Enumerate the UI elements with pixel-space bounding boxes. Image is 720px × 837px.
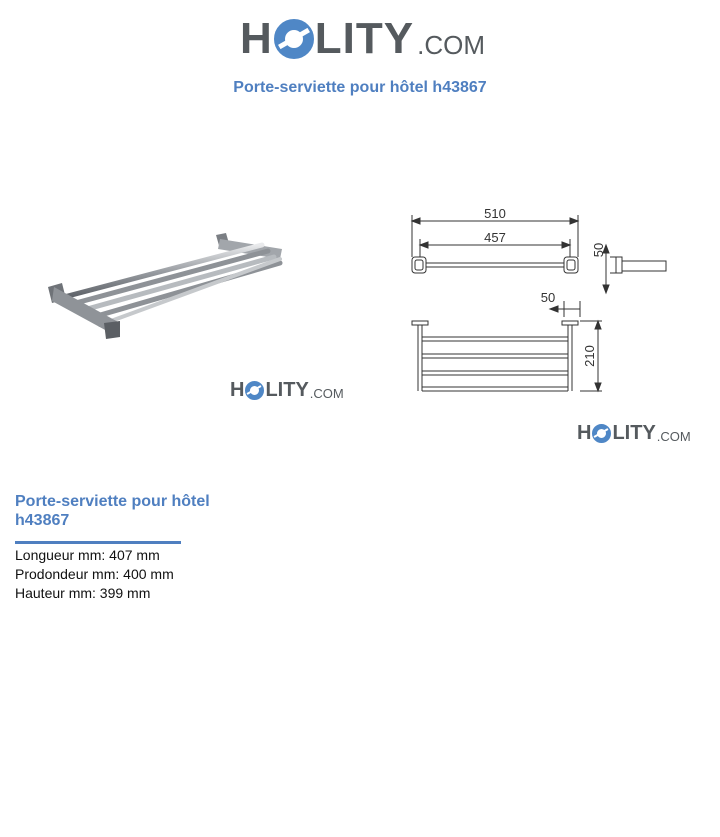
logo-letters: LITY	[612, 421, 656, 444]
drawing-watermark-logo	[577, 421, 691, 445]
logo-letters: LITY	[265, 378, 309, 401]
side-view	[603, 245, 666, 293]
product-title: Porte-serviette pour hôtel h43867	[15, 493, 210, 529]
logo-letter-h: H	[577, 421, 592, 444]
logo-domain: .COM	[417, 29, 485, 60]
title-divider	[15, 541, 181, 544]
dim-height: 210	[582, 345, 597, 367]
spec-height: Hauteur mm: 399 mm	[15, 585, 151, 601]
logo-o-icon	[274, 19, 314, 59]
logo-domain: .COM	[309, 385, 344, 401]
dim-mount-width: 50	[540, 290, 556, 305]
spec-depth: Prodondeur mm: 400 mm	[15, 566, 174, 582]
front-view	[412, 301, 602, 391]
technical-drawing	[400, 195, 700, 400]
logo-letter-h: H	[240, 14, 273, 63]
dim-total-length: 510	[484, 206, 506, 221]
dim-bar-length: 457	[484, 230, 506, 245]
spec-length: Longueur mm: 407 mm	[15, 547, 160, 563]
dim-bracket-depth: 50	[591, 242, 606, 258]
site-logo[interactable]	[240, 14, 485, 64]
logo-letter-h: H	[230, 378, 245, 401]
page-title: Porte-serviette pour hôtel h43867	[233, 79, 487, 96]
logo-o-icon	[592, 424, 611, 443]
photo-watermark-logo	[230, 378, 344, 402]
logo-domain: .COM	[656, 428, 691, 444]
product-photo	[40, 225, 290, 345]
logo-o-icon	[245, 381, 264, 400]
logo-letters: LITY	[314, 14, 415, 63]
spec-list	[15, 546, 174, 603]
